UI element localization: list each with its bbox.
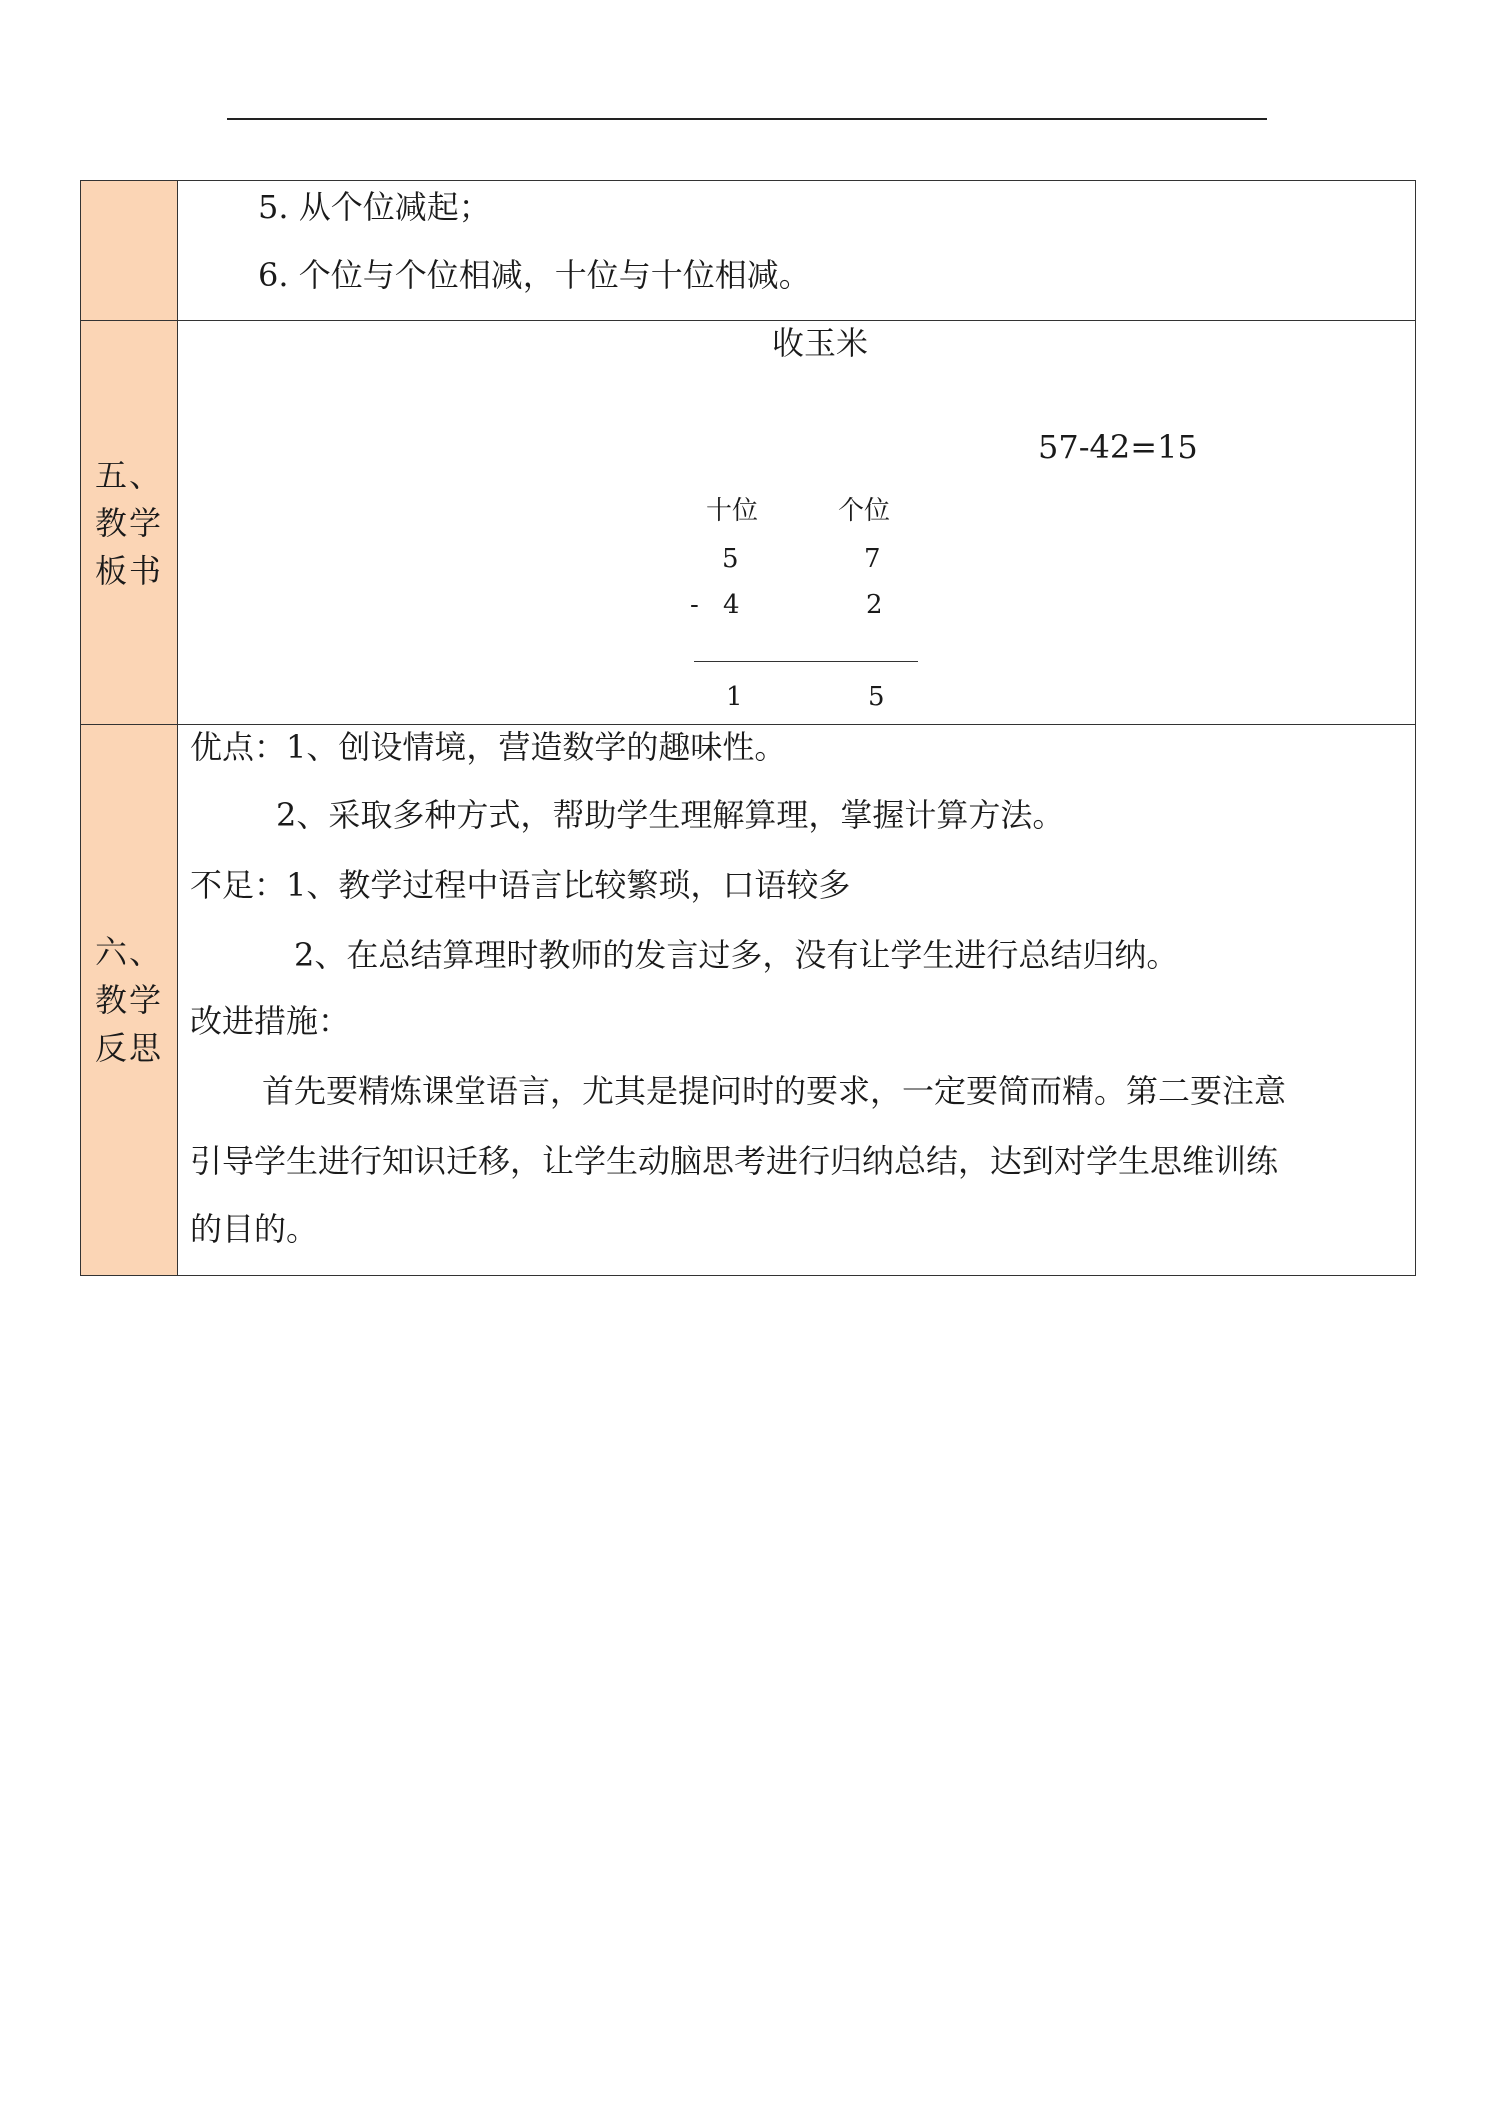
label-line: 教学 <box>94 981 163 1019</box>
calculation-rule <box>694 661 918 662</box>
subtrahend-tens: 4 <box>723 590 740 620</box>
label-line: 反思 <box>94 1029 163 1067</box>
advantage-2: 2、采取多种方式，帮助学生理解算理，掌握计算方法。 <box>276 796 1065 834</box>
process-steps-cell <box>178 181 1416 321</box>
label-line: 六、 <box>94 933 163 971</box>
step-5-text: 5. 从个位减起； <box>258 188 491 226</box>
table-row-blackboard <box>81 321 1416 725</box>
tens-header: 十位 <box>706 496 759 526</box>
step-6-text: 6. 个位与个位相减，十位与十位相减。 <box>258 256 811 294</box>
minuend-ones: 7 <box>864 544 881 574</box>
ones-header: 个位 <box>838 496 891 526</box>
label-line: 五、 <box>94 455 163 494</box>
improvement-line-2: 引导学生进行知识迁移，让学生动脑思考进行归纳总结，达到对学生思维训练 <box>190 1142 1279 1180</box>
result-ones: 5 <box>868 682 885 712</box>
table-row-reflection <box>81 725 1416 1276</box>
row-label-reflection <box>81 725 178 1276</box>
row-label-blackboard <box>81 321 178 725</box>
minus-sign: - <box>690 590 699 620</box>
advantage-1: 优点：1、创设情境，营造数学的趣味性。 <box>190 728 787 766</box>
subtrahend-ones: 2 <box>866 590 883 620</box>
improvement-line-3: 的目的。 <box>190 1210 319 1248</box>
blackboard-equation: 57-42=15 <box>1038 428 1198 466</box>
minuend-tens: 5 <box>722 544 739 574</box>
shortcoming-1: 不足：1、教学过程中语言比较繁琐，口语较多 <box>190 866 851 904</box>
lesson-plan-table <box>80 180 1416 1276</box>
result-tens: 1 <box>726 682 743 712</box>
reflection-cell <box>178 725 1416 1276</box>
row-label-empty <box>81 181 178 321</box>
improvement-line-1: 首先要精炼课堂语言，尤其是提问时的要求，一定要简而精。第二要注意 <box>262 1072 1287 1110</box>
header-rule <box>227 118 1267 120</box>
improvement-heading: 改进措施： <box>190 1002 351 1040</box>
label-line: 教学 <box>94 503 163 542</box>
blackboard-title: 收玉米 <box>772 324 869 362</box>
blackboard-cell <box>178 321 1416 725</box>
shortcoming-2: 2、在总结算理时教师的发言过多，没有让学生进行总结归纳。 <box>294 936 1179 974</box>
label-line: 板书 <box>94 551 163 590</box>
table-row-process-steps <box>81 181 1416 321</box>
